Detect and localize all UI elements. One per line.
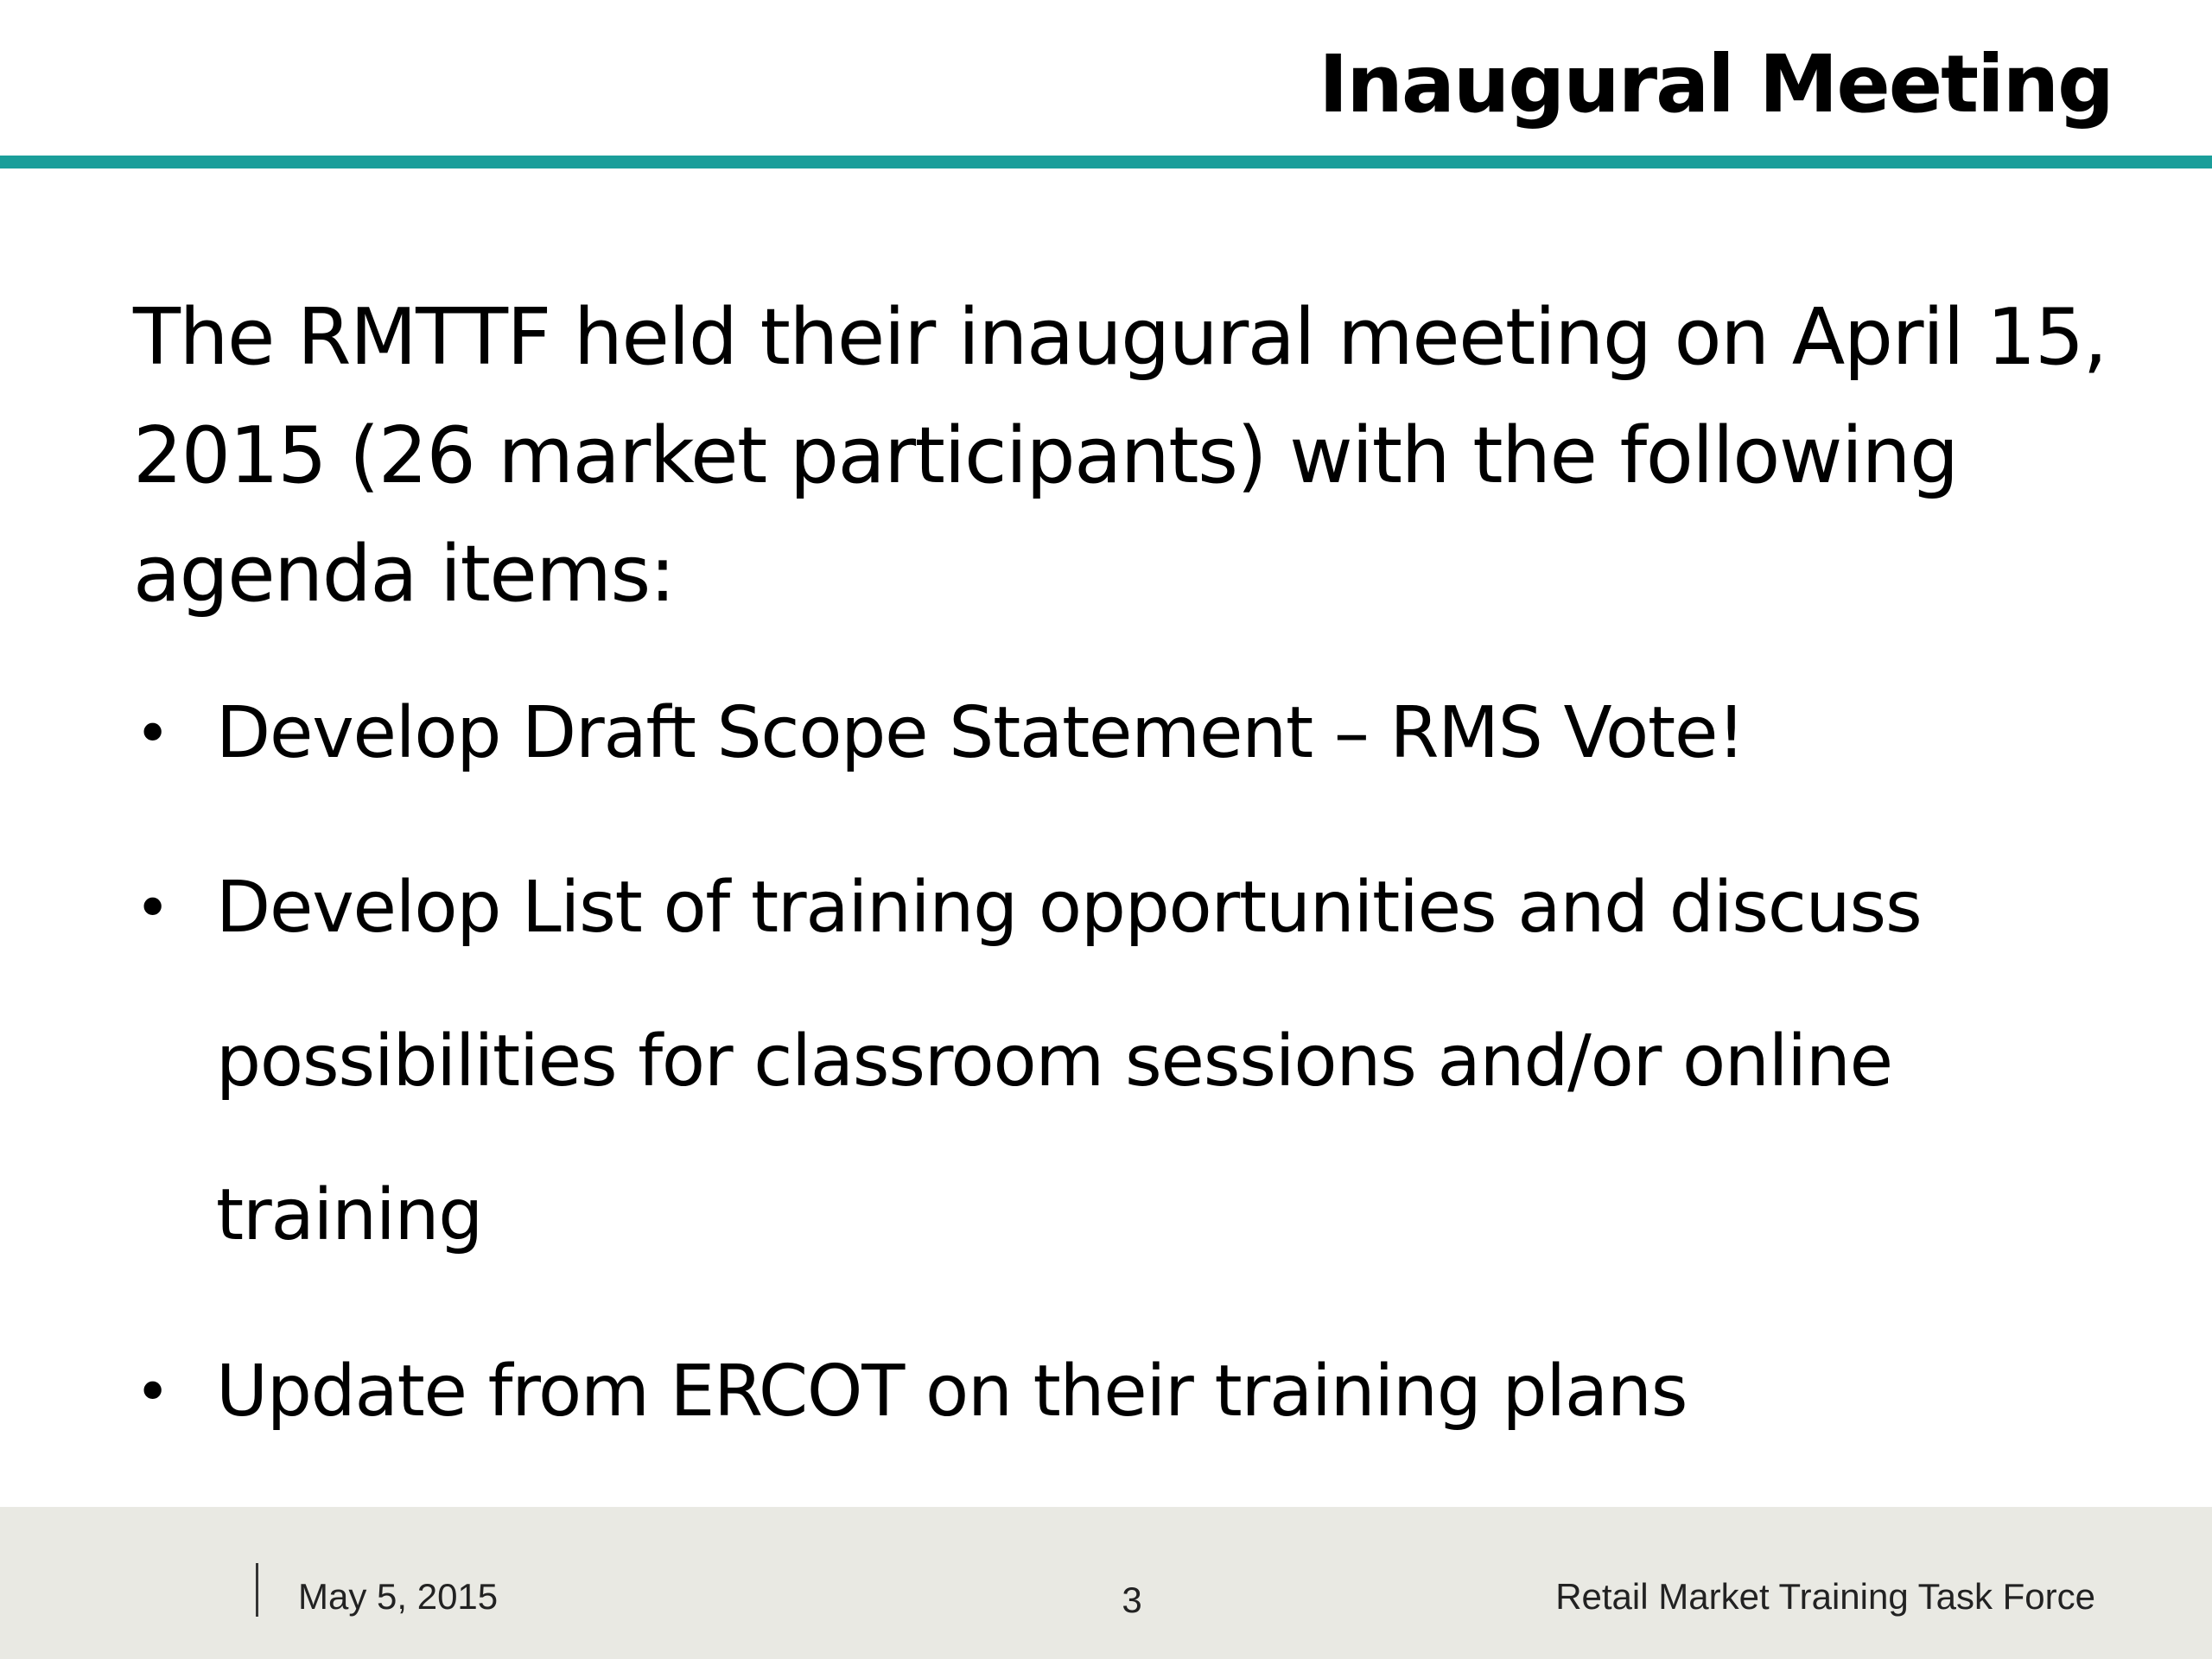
agenda-item [135, 657, 2082, 810]
footer-divider [256, 1563, 258, 1617]
slide-title: Inaugural Meeting [1319, 38, 2113, 130]
footer-date: May 5, 2015 [298, 1576, 499, 1617]
intro-paragraph: The RMTTF held their inaugural meeting on April 15, 2015 (26 market participants) with the following agenda items: [133, 292, 2107, 620]
agenda-item-text: Update from ERCOT on their training plans [216, 1351, 1688, 1433]
agenda-item-text: Develop Draft Scope Statement – RMS Vote! [216, 692, 1745, 774]
page-number: 3 [1122, 1580, 1142, 1620]
agenda-item [135, 1315, 2082, 1469]
agenda-item-text: Develop List of training opportunities and discuss possibilities for classroom sessions and/or online training [216, 867, 1922, 1256]
title-accent-rule [0, 156, 2212, 168]
footer-organization: Retail Market Training Task Force [1555, 1576, 2095, 1617]
slide-footer [0, 1507, 2212, 1659]
bullet-icon: • [135, 873, 170, 944]
bullet-icon: • [135, 1357, 170, 1427]
agenda-item [135, 831, 2082, 1293]
bullet-icon: • [135, 698, 170, 769]
